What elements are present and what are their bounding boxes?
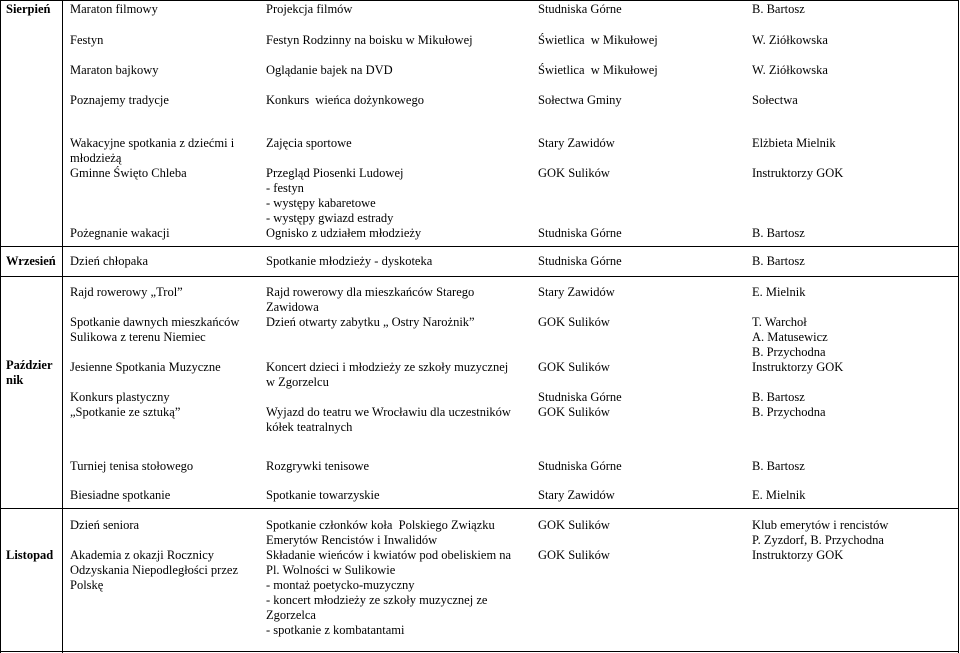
row-divider bbox=[0, 276, 959, 277]
event-name: Dzień chłopaka bbox=[70, 254, 149, 268]
event-name: Rajd rowerowy „Trol” Spotkanie dawnych mieszkańców Sulikowa z terenu Niemiec Jesienne Spotkania Muzyczne Konkurs plastyczny „Spotkanie ze sztuką” bbox=[70, 285, 240, 419]
event-name: Wakacyjne spotkania z dziećmi i młodzieżą Gminne Święto Chleba Pożegnanie wakacji bbox=[70, 136, 235, 240]
table-border-top bbox=[0, 0, 959, 1]
event-organizer: B. Bartosz bbox=[752, 459, 805, 473]
event-name: Poznajemy tradycje bbox=[70, 93, 169, 107]
event-organizer: Elżbieta Mielnik Instruktorzy GOK B. Bartosz bbox=[752, 136, 844, 240]
event-place: Sołectwa Gminy bbox=[538, 93, 622, 107]
event-organizer: B. Bartosz bbox=[752, 2, 805, 16]
event-description: Projekcja filmów bbox=[266, 2, 353, 16]
row-divider bbox=[0, 508, 959, 509]
event-description: Zajęcia sportowe Przegląd Piosenki Ludowej - festyn - występy kabaretowe - występy gwiazd estrady Ognisko z udziałem młodzieży bbox=[266, 136, 422, 240]
table-border-right bbox=[958, 0, 959, 653]
table-border-left bbox=[0, 0, 1, 653]
event-place: Studniska Górne bbox=[538, 254, 622, 268]
event-place: Świetlica w Mikułowej bbox=[538, 63, 658, 77]
event-place: Stary Zawidów bbox=[538, 488, 615, 502]
event-organizer: Sołectwa bbox=[752, 93, 798, 107]
event-place: Świetlica w Mikułowej bbox=[538, 33, 658, 47]
event-description: Oglądanie bajek na DVD bbox=[266, 63, 393, 77]
event-place: GOK Sulików GOK Sulików bbox=[538, 518, 610, 562]
column-divider bbox=[62, 0, 63, 653]
event-place: Stary Zawidów GOK Sulików GOK Sulików Studniska Górne GOK Sulików bbox=[538, 285, 622, 419]
event-place: Studniska Górne bbox=[538, 459, 622, 473]
event-name: Maraton bajkowy bbox=[70, 63, 159, 77]
month-label: Paździer nik bbox=[6, 358, 53, 387]
event-description: Konkurs wieńca dożynkowego bbox=[266, 93, 424, 107]
event-description: Spotkanie członków koła Polskiego Związku Emerytów Rencistów i Inwalidów Składanie wieńców i kwiatów pod obeliskiem na Pl. Wolności w Sulikowie - montaż poetycko-muzyczny - koncert młodzieży ze szkoły muzycznej ze Zgorzelca - spotkanie z kombatantami bbox=[266, 518, 512, 637]
event-description: Spotkanie młodzieży - dyskoteka bbox=[266, 254, 433, 268]
event-place: Stary Zawidów GOK Sulików Studniska Górne bbox=[538, 136, 622, 240]
event-name: Turniej tenisa stołowego bbox=[70, 459, 194, 473]
event-description: Spotkanie towarzyskie bbox=[266, 488, 380, 502]
event-organizer: E. Mielnik bbox=[752, 488, 806, 502]
event-place: Studniska Górne bbox=[538, 2, 622, 16]
month-label: Sierpień bbox=[6, 2, 51, 16]
row-divider bbox=[0, 246, 959, 247]
event-name: Dzień seniora Akademia z okazji Rocznicy Odzyskania Niepodległości przez Polskę bbox=[70, 518, 238, 592]
event-organizer: W. Ziółkowska bbox=[752, 33, 828, 47]
event-name: Maraton filmowy bbox=[70, 2, 158, 16]
table-border-bottom bbox=[0, 651, 959, 652]
event-description: Festyn Rodzinny na boisku w Mikułowej bbox=[266, 33, 473, 47]
event-organizer: B. Bartosz bbox=[752, 254, 805, 268]
event-description: Rajd rowerowy dla mieszkańców Starego Zawidowa Dzień otwarty zabytku „ Ostry Narożnik” Koncert dzieci i młodzieży ze szkoły muzycznej w Zgorzelcu Wyjazd do teatru we Wrocławiu dla uczestników kółek teatralnych bbox=[266, 285, 511, 434]
event-name: Festyn bbox=[70, 33, 104, 47]
event-organizer: Klub emerytów i rencistów P. Zyzdorf, B. Przychodna Instruktorzy GOK bbox=[752, 518, 889, 562]
month-label: Wrzesień bbox=[6, 254, 56, 268]
event-organizer: E. Mielnik T. Warchoł A. Matusewicz B. Przychodna Instruktorzy GOK B. Bartosz B. Przychodna bbox=[752, 285, 844, 419]
event-description: Rozgrywki tenisowe bbox=[266, 459, 370, 473]
event-organizer: W. Ziółkowska bbox=[752, 63, 828, 77]
event-name: Biesiadne spotkanie bbox=[70, 488, 171, 502]
month-label: Listopad bbox=[6, 548, 54, 562]
